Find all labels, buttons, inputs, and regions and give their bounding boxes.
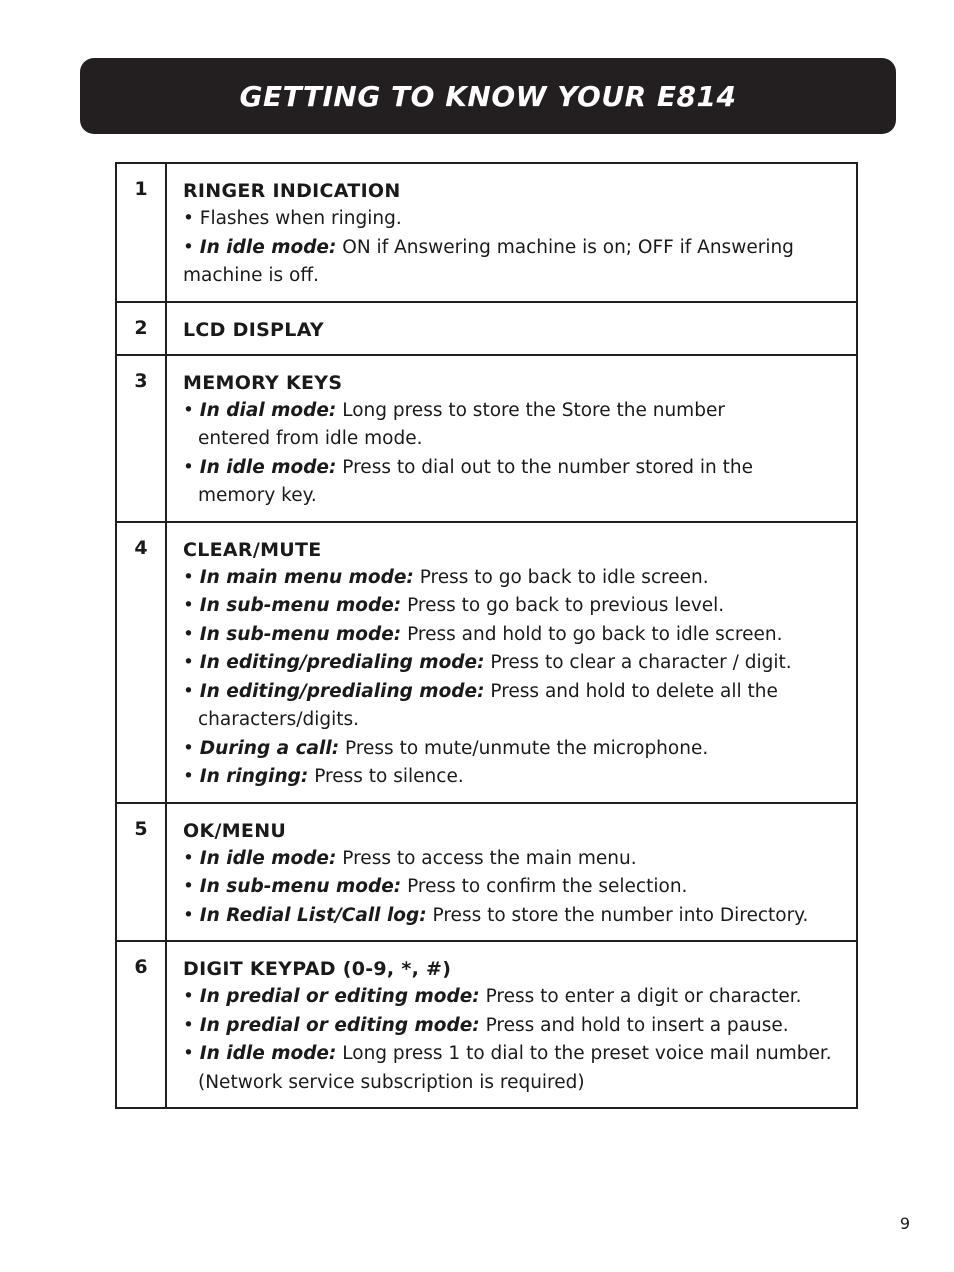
- bullet-item: [183, 845, 846, 874]
- row-number: 3: [116, 355, 166, 522]
- mode-description: Press and hold to delete all the: [490, 680, 778, 702]
- mode-description: Press to dial out to the number stored in the: [342, 456, 754, 478]
- page-title: GETTING TO KNOW YOUR E814: [239, 79, 737, 113]
- mode-description: Press to enter a digit or character.: [485, 986, 802, 1007]
- mode-description: Press to store the number into Directory.: [432, 904, 809, 926]
- mode-label: In editing/predialing mode:: [199, 652, 485, 673]
- mode-label: In sub-menu mode:: [199, 623, 402, 645]
- table-row: [116, 941, 857, 1108]
- row-description: [166, 522, 857, 803]
- mode-label: In sub-menu mode:: [199, 876, 402, 897]
- mode-description-continued: characters/digits.: [198, 709, 359, 730]
- bullet-icon: •: [183, 623, 200, 645]
- bullet-item: [183, 763, 846, 792]
- mode-description: Press to silence.: [314, 766, 464, 787]
- bullet-item: [183, 454, 846, 511]
- bullet-icon: •: [183, 737, 200, 759]
- bullet-item: [183, 397, 846, 454]
- mode-label: In dial mode:: [199, 399, 337, 421]
- mode-description: Press and hold to insert a pause.: [485, 1014, 789, 1036]
- bullet-item: [183, 234, 846, 291]
- bullet-item: [183, 564, 846, 593]
- bullet-icon: •: [183, 1014, 200, 1036]
- bullet-item: [183, 678, 846, 735]
- mode-label: In ringing:: [199, 766, 309, 787]
- bullet-icon: •: [183, 986, 200, 1007]
- bullet-icon: •: [183, 595, 200, 616]
- mode-label: In editing/predialing mode:: [199, 680, 485, 702]
- bullet-icon: •: [183, 566, 200, 588]
- section-title: RINGER INDICATION: [183, 180, 401, 202]
- section-title: MEMORY KEYS: [183, 371, 343, 394]
- features-table-body: [116, 163, 857, 1108]
- bullet-item: [183, 902, 846, 931]
- bullet-item: [183, 621, 846, 650]
- section-title: CLEAR/MUTE: [183, 538, 322, 561]
- mode-description: ON if Answering machine is on; OFF if Answering machine is off.: [183, 236, 794, 286]
- section-title: LCD DISPLAY: [183, 318, 324, 341]
- row-number: 1: [116, 163, 166, 302]
- mode-description: Press and hold to go back to idle screen.: [407, 623, 783, 645]
- row-description: [166, 163, 857, 302]
- bullet-item: [183, 592, 846, 621]
- mode-description: Press to clear a character / digit.: [490, 652, 792, 673]
- mode-description: Press to go back to previous level.: [407, 595, 725, 616]
- mode-label: In predial or editing mode:: [199, 986, 480, 1007]
- mode-label: In sub-menu mode:: [199, 595, 402, 616]
- mode-description: Press to mute/unmute the microphone.: [345, 737, 709, 759]
- table-row: [116, 163, 857, 302]
- mode-description-continued: (Network service subscription is required): [198, 1071, 585, 1093]
- section-title: DIGIT KEYPAD (0-9, *, #): [183, 958, 452, 980]
- bullet-icon: •: [183, 680, 200, 702]
- table-row: [116, 522, 857, 803]
- row-number: 5: [116, 803, 166, 942]
- row-number: 2: [116, 302, 166, 355]
- row-number: 4: [116, 522, 166, 803]
- mode-label: In main menu mode:: [199, 566, 414, 588]
- mode-label: During a call:: [199, 737, 340, 759]
- mode-label: In predial or editing mode:: [199, 1014, 480, 1036]
- bullet-icon: •: [183, 904, 200, 926]
- bullet-icon: •: [183, 766, 200, 787]
- mode-description: Long press 1 to dial to the preset voice mail number.: [342, 1043, 832, 1064]
- row-description: [166, 803, 857, 942]
- section-title: OK/MENU: [183, 819, 287, 842]
- table-row: [116, 302, 857, 355]
- features-table: [115, 162, 858, 1109]
- mode-label: In idle mode:: [199, 1043, 337, 1064]
- mode-description: Press to go back to idle screen.: [419, 566, 709, 588]
- mode-description: Long press to store the Store the number: [342, 399, 725, 421]
- table-row: [116, 355, 857, 522]
- bullet-icon: •: [183, 456, 200, 478]
- mode-description: Flashes when ringing.: [199, 208, 402, 229]
- mode-label: In idle mode:: [199, 236, 337, 258]
- bullet-item: [183, 1040, 846, 1097]
- bullet-item: [183, 983, 846, 1012]
- row-description: [166, 302, 857, 355]
- table-row: [116, 803, 857, 942]
- mode-description-continued: entered from idle mode.: [198, 428, 423, 449]
- bullet-icon: •: [183, 399, 200, 421]
- bullet-item: [183, 649, 846, 678]
- header-banner: [80, 58, 896, 134]
- bullet-icon: •: [183, 1043, 200, 1064]
- bullet-icon: •: [183, 847, 200, 869]
- bullet-icon: •: [183, 876, 200, 897]
- mode-description: Press to access the main menu.: [342, 847, 637, 869]
- bullet-item: [183, 873, 846, 902]
- bullet-icon: •: [183, 236, 200, 258]
- page-number: 9: [899, 1214, 910, 1233]
- row-number: 6: [116, 941, 166, 1108]
- mode-label: In Redial List/Call log:: [199, 904, 427, 926]
- bullet-item: [183, 1012, 846, 1041]
- mode-description: Press to confirm the selection.: [407, 876, 688, 897]
- mode-label: In idle mode:: [199, 847, 337, 869]
- row-description: [166, 355, 857, 522]
- bullet-item: [183, 205, 846, 234]
- row-description: [166, 941, 857, 1108]
- mode-description-continued: memory key.: [198, 485, 317, 506]
- bullet-icon: •: [183, 208, 200, 229]
- bullet-item: [183, 735, 846, 764]
- bullet-icon: •: [183, 652, 200, 673]
- mode-label: In idle mode:: [199, 456, 337, 478]
